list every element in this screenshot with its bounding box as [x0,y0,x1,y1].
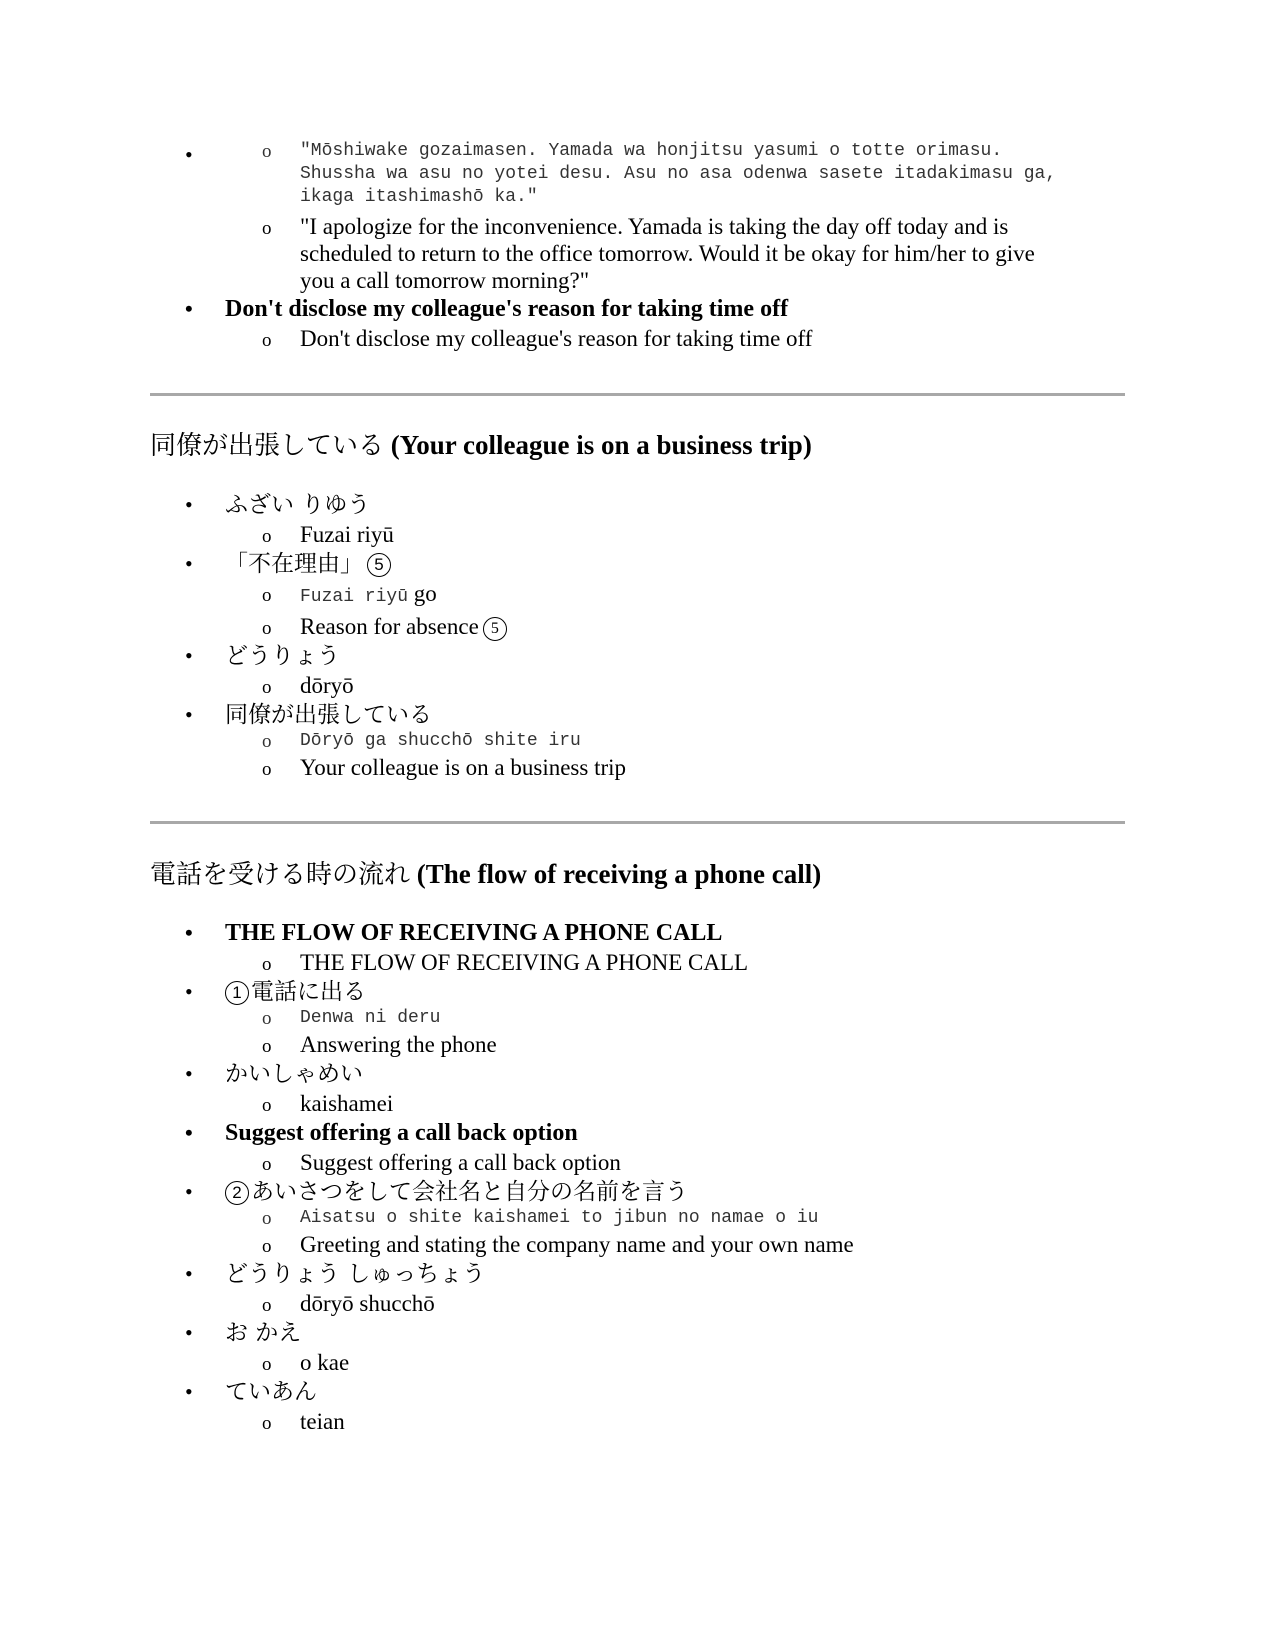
circled-number-icon: 5 [483,617,507,641]
sub-list [225,1407,1275,1436]
list-item [0,294,1275,353]
sub-item-translation: o "I apologize for the inconvenience. Yamada is taking the day off today and is scheduled to return to the office tomorrow. Would it be okay for him/her to give you a call tomorrow morning?" [0,213,1275,294]
heading-english: (Your colleague is on a business trip) [390,430,812,460]
heading-japanese: 電話を受ける時の流れ [150,860,411,890]
sub-item-romaji: o • "Mōshiwake gozaimasen. Yamada wa honjitsu yasumi o totte orimasu. Shussha wa asu no yotei desu. Asu no asa odenwa sasete itadakimasu ga, ikaga itashimashō ka." [0,140,1275,209]
list-item [0,1377,1275,1436]
item-label: THE FLOW OF RECEIVING A PHONE CALL [225,920,723,946]
romaji-text: Fuzai riyū [300,587,409,607]
list-item [0,1059,1275,1118]
sub-item: o Fuzai riyū [0,520,1275,549]
sub-list [225,1007,1275,1059]
list-item [0,1118,1275,1177]
bullet-list [0,490,1275,782]
circled-number-icon: 2 [225,1181,249,1205]
item-label: かいしゃめい [225,1061,363,1087]
circled-number-icon: 1 [225,981,249,1005]
sub-item: o THE FLOW OF RECEIVING A PHONE CALL [0,948,1275,977]
list-item [0,641,1275,700]
sub-item-romaji: o Aisatsu o shite kaishamei to jibun no namae o iu [0,1207,1275,1230]
list-item [0,1318,1275,1377]
section-heading [150,428,812,463]
sub-list [0,140,1275,294]
circled-number-icon: 5 [367,553,391,577]
sub-item: o Answering the phone [0,1030,1275,1059]
divider [150,393,1125,396]
sub-list [225,520,1275,549]
sub-item-romaji: o Dōryō ga shucchō shite iru [0,730,1275,753]
section-phone-flow [0,918,1275,1436]
sub-item: o Greeting and stating the company name and your own name [0,1230,1275,1259]
sub-item: o Suggest offering a call back option [0,1148,1275,1177]
heading-japanese: 同僚が出張している [150,431,385,461]
item-label: 同僚が出張している [225,702,432,728]
sub-item: o dōryō shucchō [0,1289,1275,1318]
sub-item: o kaishamei [0,1089,1275,1118]
item-label: Don't disclose my colleague's reason for taking time off [225,296,789,322]
list-item [0,700,1275,782]
sub-list [225,1289,1275,1318]
section-heading [150,857,821,892]
sub-list [225,1207,1275,1259]
heading-english: (The flow of receiving a phone call) [416,859,822,889]
sub-list [225,1348,1275,1377]
list-item [0,549,1275,641]
item-label: 電話に出る [251,979,366,1005]
sub-list [225,1089,1275,1118]
item-label: ていあん [225,1379,317,1405]
section-business-trip [0,490,1275,782]
sub-list [225,579,1275,641]
translation-text: Reason for absence [300,614,479,639]
sub-list [225,730,1275,782]
list-item [0,918,1275,977]
sub-item-romaji: o Denwa ni deru [0,1007,1275,1030]
item-label: どうりょう しゅっちょう [225,1261,486,1287]
list-item [0,1259,1275,1318]
list-item [0,140,1275,294]
sub-list [225,324,1275,353]
sub-item [0,579,1275,612]
item-label: Suggest offering a call back option [225,1120,578,1146]
sub-list [225,948,1275,977]
sub-item: o Don't disclose my colleague's reason for taking time off [0,324,1275,353]
item-label: お かえ [225,1320,302,1346]
sub-item: o dōryō [0,671,1275,700]
section-continued [0,140,1275,353]
sub-item: o o kae [0,1348,1275,1377]
list-item [0,490,1275,549]
bullet-list [0,918,1275,1436]
sub-item: o teian [0,1407,1275,1436]
suffix-text: go [413,581,437,606]
divider [150,821,1125,824]
sub-item: o Your colleague is on a business trip [0,753,1275,782]
sub-list [225,1148,1275,1177]
item-label: ふざい りゆう [225,492,371,518]
list-item [0,977,1275,1059]
list-item [0,1177,1275,1259]
bullet-list [0,140,1275,353]
sub-list [225,671,1275,700]
sub-item [0,612,1275,641]
item-label: 「不在理由」 [225,551,363,577]
item-label: どうりょう [225,643,340,669]
item-label: あいさつをして会社名と自分の名前を言う [251,1179,688,1205]
